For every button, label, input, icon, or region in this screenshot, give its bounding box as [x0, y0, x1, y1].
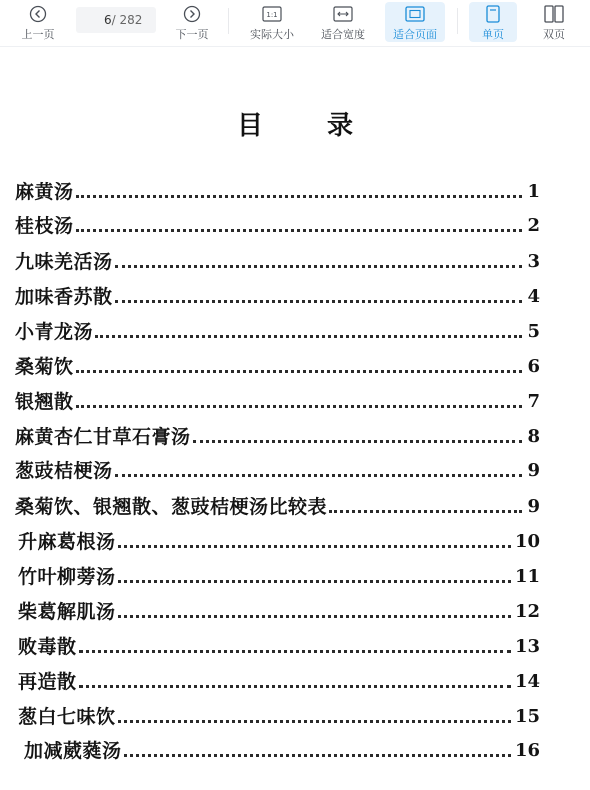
viewer-toolbar — [0, 0, 590, 47]
toc-entry[interactable] — [18, 523, 540, 553]
toc-leader-dots — [118, 545, 511, 548]
toc-leader-dots — [79, 650, 511, 653]
actual-size-label: 实际大小 — [250, 28, 294, 41]
toc-title: 目录 — [236, 111, 417, 141]
toc-entry[interactable] — [18, 663, 540, 693]
toc-entry-page: 2 — [527, 215, 540, 236]
toc-entry-page: 16 — [514, 740, 540, 761]
toc-entry[interactable] — [15, 348, 540, 378]
toc-entry-page: 11 — [514, 566, 540, 587]
double-page-button[interactable] — [530, 2, 578, 42]
toc-entry[interactable] — [15, 488, 540, 518]
toc-entry-page: 1 — [527, 181, 540, 202]
chevron-right-icon — [183, 4, 201, 23]
toc-entry-page: 9 — [527, 496, 540, 517]
toc-entry-page: 10 — [514, 531, 540, 552]
toc-entry[interactable] — [18, 628, 540, 658]
toc-entry-name: 柴葛解肌汤 — [18, 601, 116, 623]
toc-leader-dots — [124, 754, 511, 757]
toc-entry[interactable] — [15, 173, 540, 203]
toc-leader-dots — [115, 474, 522, 477]
toc-entry-page: 3 — [527, 251, 540, 272]
toc-entry-name: 葱豉桔梗汤 — [15, 460, 113, 482]
toc-leader-dots — [115, 300, 522, 303]
toc-leader-dots — [76, 229, 522, 232]
actual-size-badge: 1:1 — [266, 10, 278, 19]
page-indicator — [76, 7, 156, 33]
fit-width-icon — [333, 4, 353, 23]
toc-entry[interactable] — [24, 732, 540, 762]
toc-entry-name: 升麻葛根汤 — [18, 531, 116, 553]
toc-leader-dots — [115, 265, 522, 268]
total-pages: / 282 — [111, 13, 143, 27]
single-page-icon — [485, 4, 501, 23]
toc-entry-page: 8 — [527, 426, 540, 447]
toc-leader-dots — [118, 615, 511, 618]
toc-entry-page: 7 — [527, 391, 540, 412]
toc-entry-page: 5 — [527, 321, 540, 342]
toc-entry[interactable] — [15, 383, 540, 413]
toc-entry-name: 桂枝汤 — [15, 215, 74, 237]
toc-leader-dots — [118, 580, 511, 583]
toc-entry-name: 加减葳蕤汤 — [24, 740, 122, 762]
toc-entry-page: 15 — [514, 706, 540, 727]
fit-page-label: 适合页面 — [393, 28, 437, 41]
double-page-label: 双页 — [543, 28, 565, 41]
toc-leader-dots — [76, 370, 522, 373]
toc-entry-page: 14 — [514, 671, 540, 692]
toc-entry[interactable] — [15, 207, 540, 237]
toc-entry-name: 加味香苏散 — [15, 286, 113, 308]
toc-entry[interactable] — [18, 558, 540, 588]
fit-page-icon — [405, 4, 425, 23]
toc-entry-name: 败毒散 — [18, 636, 77, 658]
actual-size-icon — [262, 4, 282, 23]
next-page-button[interactable] — [168, 2, 216, 42]
toc-leader-dots — [76, 195, 522, 198]
toc-entry-name: 竹叶柳蒡汤 — [18, 566, 116, 588]
toc-entry[interactable] — [18, 698, 540, 728]
toc-entry-name: 银翘散 — [15, 391, 74, 413]
toc-leader-dots — [79, 685, 511, 688]
toc-entry[interactable] — [15, 452, 540, 482]
toc-leader-dots — [76, 405, 522, 408]
toc-entry-name: 再造散 — [18, 671, 77, 693]
fit-page-button[interactable] — [385, 2, 445, 42]
toc-entry-page: 13 — [514, 636, 540, 657]
actual-size-button[interactable] — [244, 2, 300, 42]
toc-entry[interactable] — [15, 418, 540, 448]
toc-entry[interactable] — [18, 593, 540, 623]
toc-entry[interactable] — [15, 243, 540, 273]
document-page — [0, 47, 590, 790]
prev-page-button[interactable] — [14, 2, 62, 42]
chevron-left-icon — [29, 4, 47, 23]
single-page-label: 单页 — [482, 28, 504, 41]
next-page-label: 下一页 — [175, 28, 209, 41]
prev-page-label: 上一页 — [21, 28, 55, 41]
toc-entry-page: 12 — [514, 601, 540, 622]
toc-entry-page: 4 — [527, 286, 540, 307]
toc-leader-dots — [95, 335, 522, 338]
toc-entry-page: 9 — [527, 460, 540, 481]
single-page-button[interactable] — [469, 2, 517, 42]
toc-entry[interactable] — [15, 278, 540, 308]
toc-entry-name: 九味羌活汤 — [15, 251, 113, 273]
toc-entry-page: 6 — [527, 356, 540, 377]
fit-width-button[interactable] — [314, 2, 372, 42]
toc-entry-name: 桑菊饮、银翘散、葱豉桔梗汤比较表 — [15, 496, 328, 518]
fit-width-label: 适合宽度 — [321, 28, 365, 41]
toolbar-divider — [457, 8, 458, 34]
toc-entry-name: 小青龙汤 — [15, 321, 94, 343]
toc-entry-name: 桑菊饮 — [15, 356, 74, 378]
toc-entry[interactable] — [15, 313, 540, 343]
toc-leader-dots — [118, 720, 511, 723]
toc-entry-name: 葱白七味饮 — [18, 706, 116, 728]
toc-entry-name: 麻黄汤 — [15, 181, 74, 203]
toc-leader-dots — [193, 440, 522, 443]
toolbar-divider — [228, 8, 229, 34]
double-page-icon — [544, 4, 564, 23]
toc-leader-dots — [329, 510, 522, 513]
toc-entry-name: 麻黄杏仁甘草石膏汤 — [15, 426, 191, 448]
current-page-input[interactable] — [90, 13, 112, 27]
